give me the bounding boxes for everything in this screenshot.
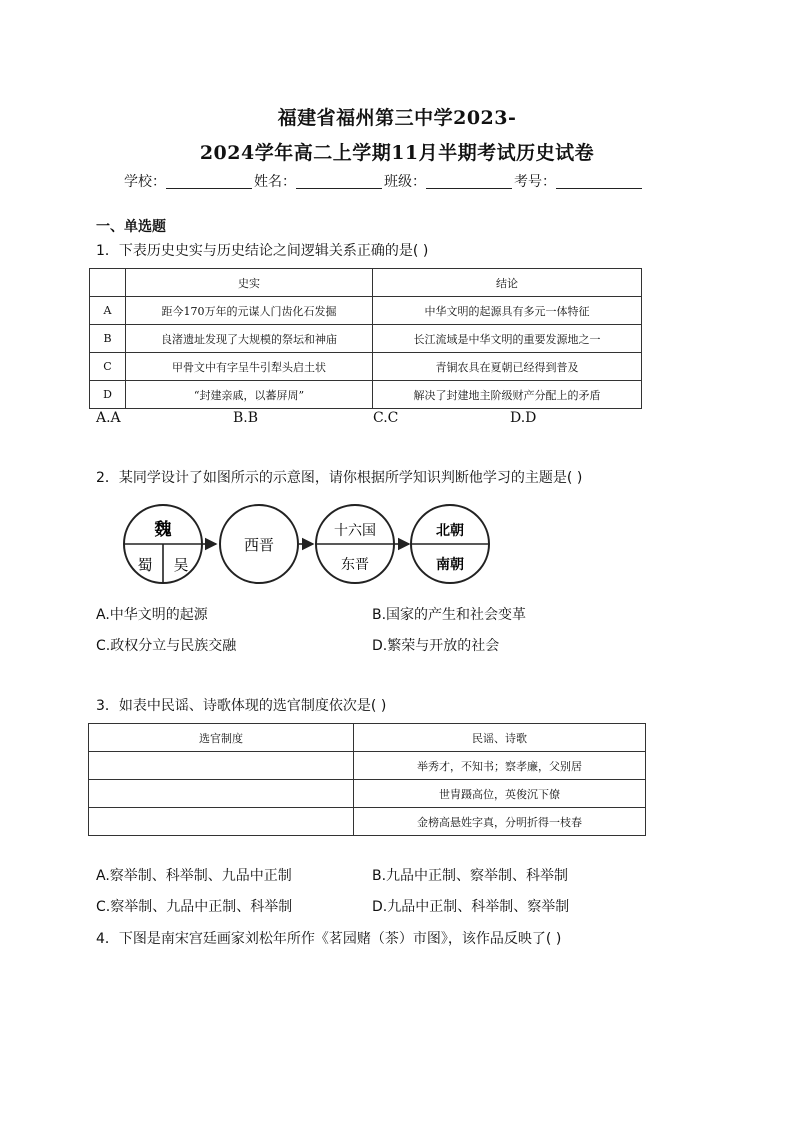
q1-table <box>89 268 642 409</box>
q3-option-d[interactable]: D.九品中正制、科举制、察举制 <box>372 899 570 915</box>
table-row <box>89 724 646 752</box>
exam-title-line2: 2024学年高二上学期11月半期考试历史试卷 <box>199 142 595 164</box>
q3-table <box>88 723 646 836</box>
table-cell: 甲骨文中有字呈牛引犁头启土状 <box>126 353 373 381</box>
label-western-jin: 西晋 <box>243 536 275 554</box>
table-cell: 良渚遗址发现了大规模的祭坛和神庙 <box>126 325 373 353</box>
circle-three-kingdoms <box>124 505 202 583</box>
table-row <box>90 381 642 409</box>
label-wei: 魏 <box>154 520 172 540</box>
label-northern-dynasties: 北朝 <box>436 523 464 539</box>
table-cell: 解决了封建地主阶级财产分配上的矛盾 <box>373 381 642 409</box>
table-row <box>90 269 642 297</box>
q2-option-b[interactable]: B.国家的产生和社会变革 <box>372 607 527 623</box>
q1-option-a[interactable]: A.A <box>96 410 121 426</box>
q2-option-a[interactable]: A.中华文明的起源 <box>96 607 208 623</box>
table-cell: 举秀才，不知书；察孝廉，父别居 <box>354 752 646 780</box>
table-cell: B <box>90 325 126 353</box>
q1-option-c[interactable]: C.C <box>373 410 399 426</box>
table-header-cell: 史实 <box>126 269 373 297</box>
table-row <box>89 752 646 780</box>
table-row <box>89 780 646 808</box>
label-shu: 蜀 <box>137 556 153 574</box>
q3-option-c[interactable]: C.察举制、九品中正制、科举制 <box>96 899 293 915</box>
q3-option-b[interactable]: B.九品中正制、察举制、科举制 <box>372 868 569 884</box>
q2-option-d[interactable]: D.繁荣与开放的社会 <box>372 638 500 654</box>
q3-option-a[interactable]: A.察举制、科举制、九品中正制 <box>96 868 292 884</box>
table-row <box>90 297 642 325</box>
table-cell: 金榜高悬姓字真，分明折得一枝春 <box>354 808 646 836</box>
exam-number-blank[interactable] <box>556 174 642 189</box>
table-cell <box>89 780 354 808</box>
name-label: 姓名： <box>254 174 296 190</box>
exam-number-label: 考号： <box>514 174 556 190</box>
table-cell: 距今170万年的元谋人门齿化石发掘 <box>126 297 373 325</box>
q1-stem: 1．下表历史史实与历史结论之间逻辑关系正确的是( ) <box>96 243 429 259</box>
name-blank[interactable] <box>296 174 382 189</box>
label-wu: 吴 <box>173 556 189 574</box>
student-info-line <box>124 171 644 191</box>
circle-northern-southern <box>411 505 489 583</box>
table-cell: 世胄蹑高位，英俊沉下僚 <box>354 780 646 808</box>
circle-western-jin <box>220 505 298 583</box>
regime-diagram <box>120 503 490 587</box>
label-sixteen-kingdoms: 十六国 <box>334 523 376 539</box>
table-row <box>90 353 642 381</box>
q1-option-b[interactable]: B.B <box>233 410 259 426</box>
school-blank[interactable] <box>166 174 252 189</box>
q2-stem: 2．某同学设计了如图所示的示意图，请你根据所学知识判断他学习的主题是( ) <box>96 470 583 486</box>
table-cell: A <box>90 297 126 325</box>
q1-option-d[interactable]: D.D <box>510 410 537 426</box>
table-cell: 长江流域是中华文明的重要发源地之一 <box>373 325 642 353</box>
table-cell: C <box>90 353 126 381</box>
section-title: 一、单选题 <box>96 219 166 235</box>
table-header-cell: 选官制度 <box>89 724 354 752</box>
q2-option-c[interactable]: C.政权分立与民族交融 <box>96 638 237 654</box>
class-label: 班级： <box>384 174 426 190</box>
table-cell: “封建亲戚，以蕃屏周” <box>126 381 373 409</box>
table-cell: D <box>90 381 126 409</box>
circle-sixteen-kingdoms <box>316 505 394 583</box>
q4-stem: 4．下图是南宋宫廷画家刘松年所作《茗园赌（茶）市图》，该作品反映了( ) <box>96 931 562 947</box>
table-header-cell: 结论 <box>373 269 642 297</box>
label-eastern-jin: 东晋 <box>341 557 369 573</box>
table-row <box>89 808 646 836</box>
table-cell <box>89 808 354 836</box>
q3-stem: 3．如表中民谣、诗歌体现的选官制度依次是( ) <box>96 698 387 714</box>
exam-title-line1: 福建省福州第三中学2023- <box>277 107 517 129</box>
table-header-cell: 民谣、诗歌 <box>354 724 646 752</box>
school-label: 学校： <box>124 174 166 190</box>
label-southern-dynasties: 南朝 <box>436 557 464 573</box>
class-blank[interactable] <box>426 174 512 189</box>
table-cell: 青铜农具在夏朝已经得到普及 <box>373 353 642 381</box>
table-cell: 中华文明的起源具有多元一体特征 <box>373 297 642 325</box>
table-row <box>90 325 642 353</box>
table-header-cell <box>90 269 126 297</box>
table-cell <box>89 752 354 780</box>
